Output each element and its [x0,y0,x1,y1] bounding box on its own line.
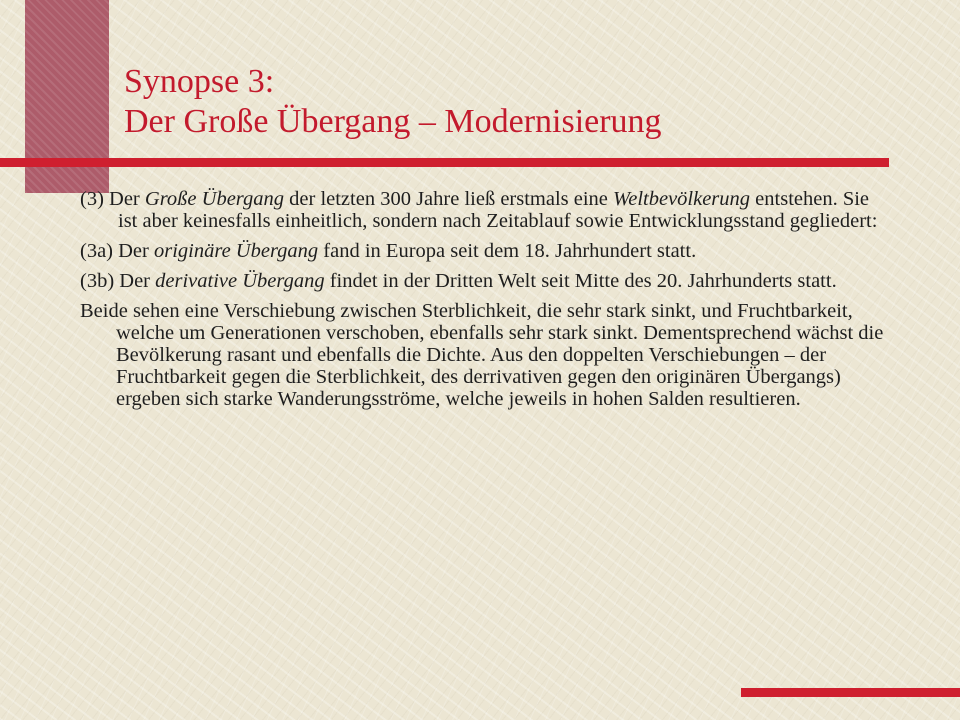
emphasis-text: Weltbevölkerung [613,188,751,210]
title-line-1: Synopse 3: [124,63,275,100]
paragraph-3 [80,188,890,232]
slide-body [80,188,890,418]
slide-title [124,62,662,142]
paragraph-3b [80,270,890,292]
title-underline-rule [0,158,889,167]
title-line-2: Der Große Übergang – Modernisierung [124,103,662,140]
emphasis-text: originäre Übergang [153,240,319,262]
paragraph-text: Beide sehen eine Verschiebung zwischen Sterblichkeit, die sehr stark sinkt, und Fruchtbarkeit, welche um Generationen verschoben, ebenfalls sehr stark sinkt. Dementsprechend wächst die Bevölkerung rasant und ebenfalls die Dichte. Aus den doppelten Verschiebungen – der Fruchtbarkeit gegen die Sterblichkeit, des derrivativen gegen den originären Übergangs) ergeben sich starke Wanderungsströme, welche jeweils in hohen Salden resultieren. [80,300,884,410]
paragraph-text: entstehen. Sie ist aber keinesfalls einheitlich, sondern nach Zeitablauf sowie Entwicklungsstand gegliedert: [118,188,878,232]
paragraph-3a [80,240,890,262]
paragraph-text: (3a) Der [80,240,154,262]
paragraph-text: der letzten 300 Jahre ließ erstmals eine [284,188,614,210]
emphasis-text: derivative Übergang [155,270,325,292]
emphasis-text: Große Übergang [144,188,285,210]
bottom-accent-rule [741,688,960,697]
paragraph-summary [80,300,890,410]
paragraph-text: (3) Der [80,188,145,210]
paragraph-text: (3b) Der [80,270,156,292]
paragraph-text: fand in Europa seit dem 18. Jahrhundert statt. [318,240,697,262]
paragraph-text: findet in der Dritten Welt seit Mitte des 20. Jahrhunderts statt. [324,270,837,292]
